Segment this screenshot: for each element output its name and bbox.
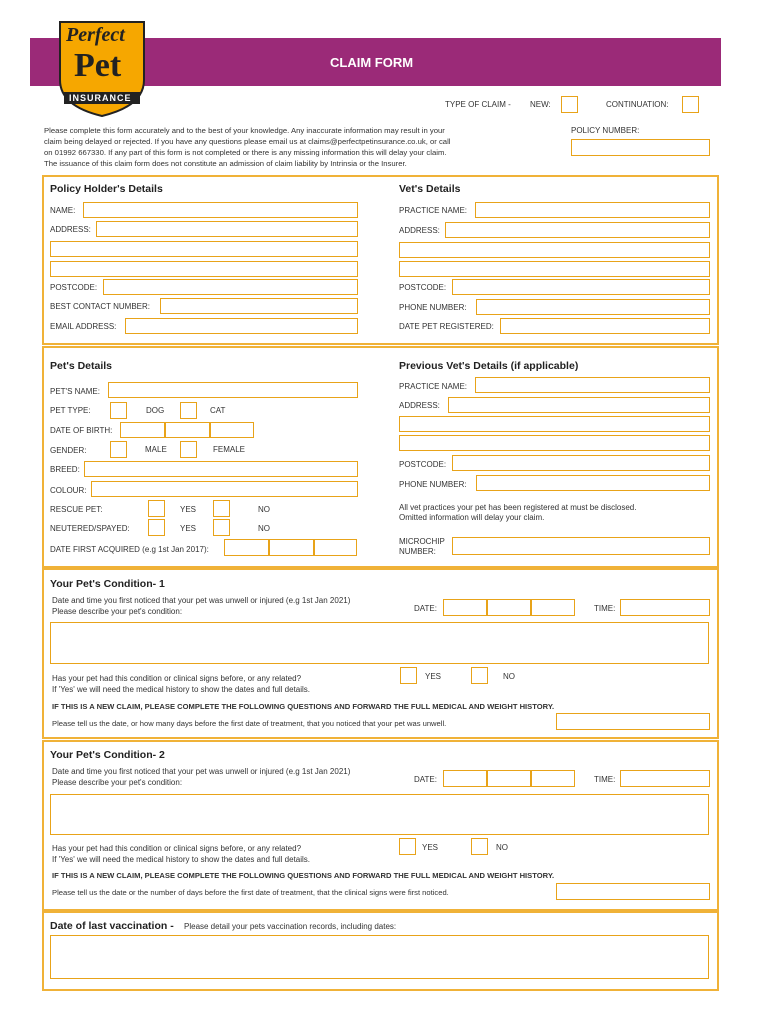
- pet-name-label: PET'S NAME:: [50, 387, 100, 396]
- condition-2-new-claim-notice: IF THIS IS A NEW CLAIM, PLEASE COMPLETE THE FOLLOWING QUESTIONS AND FORWARD THE FULL MEDICAL AND WEIGHT HISTORY.: [52, 871, 555, 880]
- condition-2-prior-yes-checkbox[interactable]: [399, 838, 416, 855]
- condition-2-date-year[interactable]: [531, 770, 575, 787]
- condition-2-question-date: Date and time you first noticed that your pet was unwell or injured (e.g 1st Jan 2021): [52, 767, 351, 776]
- intro-line-4: The issuance of this claim form does not constitute an admission of claim liability by Intrinsia or the Insurer.: [44, 159, 407, 168]
- vet-postcode-input[interactable]: [452, 279, 710, 295]
- holder-email-label: EMAIL ADDRESS:: [50, 322, 117, 331]
- vet-postcode-label: POSTCODE:: [399, 283, 447, 292]
- holder-postcode-input[interactable]: [103, 279, 358, 295]
- holder-address-input-3[interactable]: [50, 261, 358, 277]
- rescue-no-label: NO: [258, 505, 270, 514]
- condition-2-prior-question: Has your pet had this condition or clinical signs before, or any related?: [52, 844, 302, 853]
- condition-2-tell-question: Please tell us the date or the number of days before the first date of treatment, that the clinical signs were first noticed.: [52, 888, 449, 897]
- condition-1-question-date: Date and time you first noticed that your pet was unwell or injured (e.g 1st Jan 2021): [52, 596, 351, 605]
- condition-2-description-input[interactable]: [50, 794, 709, 835]
- condition-1-prior-no-checkbox[interactable]: [471, 667, 488, 684]
- prev-address-label: ADDRESS:: [399, 401, 440, 410]
- vaccination-heading: Date of last vaccination -: [50, 920, 174, 932]
- rescue-yes-label: YES: [180, 505, 197, 514]
- vaccination-input[interactable]: [50, 935, 709, 979]
- colour-label: COLOUR:: [50, 486, 87, 495]
- vet-practice-input[interactable]: [475, 202, 710, 218]
- rescue-no-checkbox[interactable]: [213, 500, 230, 517]
- date-acquired-label: DATE FIRST ACQUIRED (e.g 1st Jan 2017):: [50, 545, 209, 554]
- condition-1-prior-question: Has your pet had this condition or clinical signs before, or any related?: [52, 674, 302, 683]
- condition-2-heading: Your Pet's Condition- 2: [50, 749, 165, 761]
- dob-label: DATE OF BIRTH:: [50, 426, 113, 435]
- condition-1-prior-note: If 'Yes' we will need the medical history to show the dates and full details.: [52, 685, 311, 694]
- policy-number-input[interactable]: [571, 139, 710, 156]
- continuation-label: CONTINUATION:: [606, 100, 669, 109]
- condition-1-date-day[interactable]: [443, 599, 487, 616]
- policy-number-label: POLICY NUMBER:: [571, 126, 640, 135]
- holder-postcode-label: POSTCODE:: [50, 283, 98, 292]
- microchip-label-1: MICROCHIP: [399, 537, 445, 546]
- intro-line-1: Please complete this form accurately and to the best of your knowledge. Any inaccurate information may result in your: [44, 126, 445, 135]
- holder-email-input[interactable]: [125, 318, 358, 334]
- dob-month-input[interactable]: [165, 422, 210, 438]
- vaccination-detail: Please detail your pets vaccination records, including dates:: [184, 922, 397, 931]
- prev-note-1: All vet practices your pet has been registered at must be disclosed.: [399, 503, 637, 512]
- holder-address-input-1[interactable]: [96, 221, 358, 237]
- vet-date-registered-label: DATE PET REGISTERED:: [399, 322, 494, 331]
- condition-2-question-describe: Please describe your pet's condition:: [52, 778, 183, 787]
- pet-type-dog-label: DOG: [146, 406, 165, 415]
- logo-text-insurance: INSURANCE: [69, 93, 132, 103]
- pet-name-input[interactable]: [108, 382, 358, 398]
- holder-address-label: ADDRESS:: [50, 225, 91, 234]
- vet-heading: Vet's Details: [399, 183, 461, 195]
- condition-1-time-label: TIME:: [594, 604, 616, 613]
- vet-phone-input[interactable]: [476, 299, 710, 315]
- condition-1-date-year[interactable]: [531, 599, 575, 616]
- vet-date-registered-input[interactable]: [500, 318, 710, 334]
- prev-vet-heading: Previous Vet's Details (if applicable): [399, 360, 579, 372]
- neutered-no-checkbox[interactable]: [213, 519, 230, 536]
- condition-2-prior-yes-label: YES: [422, 843, 439, 852]
- prev-address-input-1[interactable]: [448, 397, 710, 413]
- vet-practice-label: PRACTICE NAME:: [399, 206, 468, 215]
- acquired-day-input[interactable]: [224, 539, 269, 556]
- microchip-input[interactable]: [452, 537, 710, 555]
- gender-male-checkbox[interactable]: [110, 441, 127, 458]
- vet-address-input-2[interactable]: [399, 242, 710, 258]
- pet-type-dog-checkbox[interactable]: [110, 402, 127, 419]
- condition-1-prior-yes-checkbox[interactable]: [400, 667, 417, 684]
- prev-phone-input[interactable]: [476, 475, 710, 491]
- condition-1-time-input[interactable]: [620, 599, 710, 616]
- holder-contact-input[interactable]: [160, 298, 358, 314]
- condition-1-new-claim-notice: IF THIS IS A NEW CLAIM, PLEASE COMPLETE THE FOLLOWING QUESTIONS AND FORWARD THE FULL MEDICAL AND WEIGHT HISTORY.: [52, 702, 555, 711]
- prev-address-input-2[interactable]: [399, 416, 710, 432]
- page-title: CLAIM FORM: [330, 55, 414, 70]
- condition-2-tell-input[interactable]: [556, 883, 710, 900]
- pet-type-cat-label: CAT: [210, 406, 226, 415]
- logo: [52, 18, 152, 118]
- condition-2-prior-note: If 'Yes' we will need the medical history to show the dates and full details.: [52, 855, 311, 864]
- vet-address-input-1[interactable]: [445, 222, 710, 238]
- gender-female-label: FEMALE: [213, 445, 246, 454]
- continuation-checkbox[interactable]: [682, 96, 699, 113]
- new-claim-checkbox[interactable]: [561, 96, 578, 113]
- gender-male-label: MALE: [145, 445, 167, 454]
- gender-female-checkbox[interactable]: [180, 441, 197, 458]
- intro-line-3: on 01992 667330. If any part of this form is not completed or there is any missing information this will delay your claim.: [44, 148, 447, 157]
- type-of-claim-label: TYPE OF CLAIM -: [445, 100, 511, 109]
- prev-practice-input[interactable]: [475, 377, 710, 393]
- neutered-no-label: NO: [258, 524, 270, 533]
- condition-2-prior-no-checkbox[interactable]: [471, 838, 488, 855]
- pet-heading: Pet's Details: [50, 360, 113, 372]
- holder-name-label: NAME:: [50, 206, 76, 215]
- condition-1-description-input[interactable]: [50, 622, 709, 664]
- condition-2-prior-no-label: NO: [496, 843, 508, 852]
- vet-address-label: ADDRESS:: [399, 226, 440, 235]
- dob-day-input[interactable]: [120, 422, 165, 438]
- condition-1-tell-question: Please tell us the date, or how many days before the first date of treatment, that you noticed that your pet was unwell.: [52, 719, 447, 728]
- condition-1-prior-yes-label: YES: [425, 672, 442, 681]
- breed-label: BREED:: [50, 465, 80, 474]
- rescue-label: RESCUE PET:: [50, 505, 103, 514]
- condition-2-date-label: DATE:: [414, 775, 437, 784]
- pet-type-label: PET TYPE:: [50, 406, 91, 415]
- condition-2-date-day[interactable]: [443, 770, 487, 787]
- condition-1-tell-input[interactable]: [556, 713, 710, 730]
- policy-holder-heading: Policy Holder's Details: [50, 183, 163, 195]
- acquired-month-input[interactable]: [269, 539, 314, 556]
- condition-2-date-month[interactable]: [487, 770, 531, 787]
- neutered-yes-checkbox[interactable]: [148, 519, 165, 536]
- neutered-label: NEUTERED/SPAYED:: [50, 524, 130, 533]
- prev-note-2: Omitted information will delay your claim.: [399, 513, 545, 522]
- condition-1-heading: Your Pet's Condition- 1: [50, 578, 165, 590]
- condition-1-prior-no-label: NO: [503, 672, 515, 681]
- rescue-yes-checkbox[interactable]: [148, 500, 165, 517]
- vet-address-input-3[interactable]: [399, 261, 710, 277]
- condition-1-date-month[interactable]: [487, 599, 531, 616]
- prev-address-input-3[interactable]: [399, 435, 710, 451]
- colour-input[interactable]: [91, 481, 358, 497]
- holder-name-input[interactable]: [83, 202, 358, 218]
- microchip-label-2: NUMBER:: [399, 547, 436, 556]
- holder-address-input-2[interactable]: [50, 241, 358, 257]
- intro-line-2: claim being delayed or rejected. If you have any questions please email us at claims@perfectpetinsurance.co.uk, or call: [44, 137, 451, 146]
- condition-2-time-label: TIME:: [594, 775, 616, 784]
- condition-1-date-label: DATE:: [414, 604, 437, 613]
- prev-postcode-label: POSTCODE:: [399, 460, 447, 469]
- gender-label: GENDER:: [50, 446, 87, 455]
- prev-practice-label: PRACTICE NAME:: [399, 382, 468, 391]
- new-claim-label: NEW:: [530, 100, 551, 109]
- neutered-yes-label: YES: [180, 524, 197, 533]
- condition-2-time-input[interactable]: [620, 770, 710, 787]
- prev-phone-label: PHONE NUMBER:: [399, 480, 467, 489]
- logo-text-perfect: Perfect: [66, 24, 125, 46]
- dob-year-input[interactable]: [210, 422, 254, 438]
- prev-postcode-input[interactable]: [452, 455, 710, 471]
- vet-phone-label: PHONE NUMBER:: [399, 303, 467, 312]
- condition-1-question-describe: Please describe your pet's condition:: [52, 607, 183, 616]
- logo-text-pet: Pet: [74, 47, 122, 84]
- holder-contact-label: BEST CONTACT NUMBER:: [50, 302, 151, 311]
- acquired-year-input[interactable]: [314, 539, 357, 556]
- breed-input[interactable]: [84, 461, 358, 477]
- pet-type-cat-checkbox[interactable]: [180, 402, 197, 419]
